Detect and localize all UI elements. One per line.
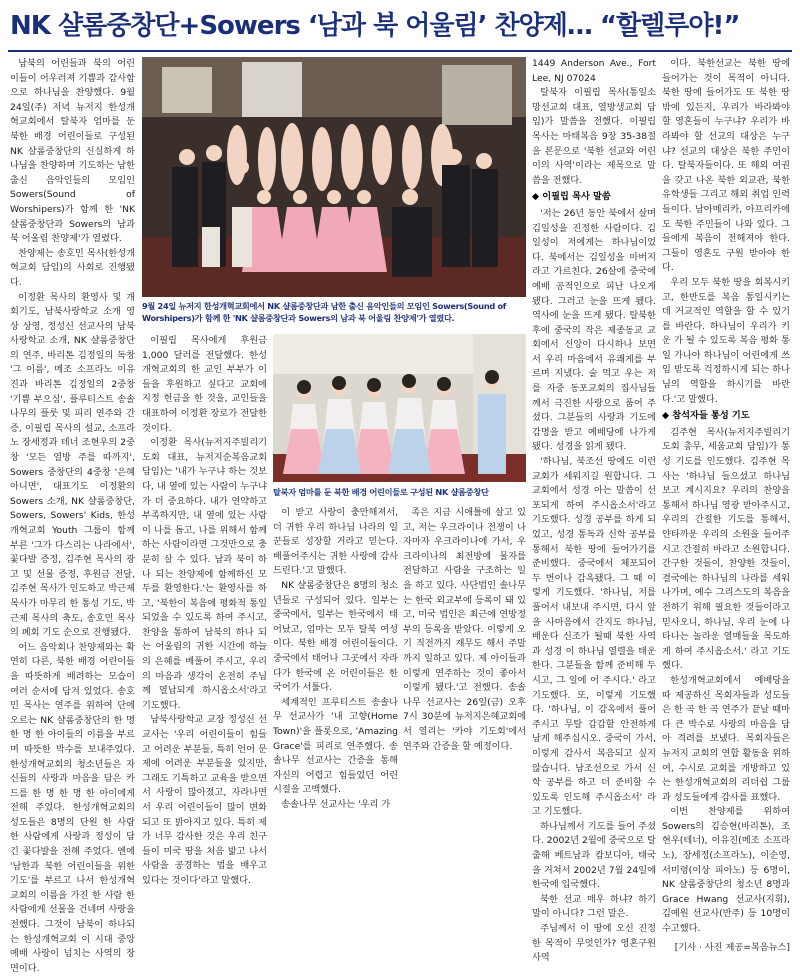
paragraph: 우리 모두 북한 땅을 회복시키고, 한반도를 복음 통일시키는 데 거교적인 역할을 할 수 있기를 바란다. 하나님이 우리가 키운 가 될 수 있도록 복음 평화 통일 가나아 하나님이 어린에게 쓰임 받도록 걱정하시게 되는 하나님의 역할을 하시기를 바란다.'고 말했다. <box>662 276 790 405</box>
paragraph: NK 샬롬중창단은 8명의 청소년들로 구성되어 있다. 일부는 중국에서, 일부는 한국에서 태어났고, 엄마는 모두 탈북 여성이다. 북한 배경 어린이들이다. 중국에서 태어나 그곳에서 자라다가 한국에 온 어린이들은 한국어가 서툴다. <box>273 579 398 694</box>
headline: NK 샬롬중창단+Sowers ‘남과 북 어울림’ 찬양제… “할렐루야!” <box>10 11 740 41</box>
column-6 <box>662 57 790 953</box>
paragraph: 이다. 북한선교는 북한 땅에 들어가는 것이 목적이 아니다. 북한 땅에 들어가도 또 북한 땅 밖에 있든지, 우리가 바라봐야 할 영혼들이 누구냐? 우리가 바라봐야 할 선교의 대상은 누구냐? 선교의 대상은 북한 주민이다. 탈북자들이다. 또 해외 여권을 갖고 나온 북한 외교관, 북한 유학생들 그리고 해외 취업 인력들이다. 남아메리카, 아프리카에도 북한 주민들이 나와 있다. 그들에게 복음이 전해져야 한다. 그들이 영혼도 구원 받아야 한다. <box>662 58 790 274</box>
paragraph: 남북사랑학교 교장 정성신 선교사는 '우리 어린이들이 힘들고 어려운 부분들, 특히 언어 문제에 어려운 부분들을 있지만, 그래도 기특하고 교육을 받으면서 사랑이 많아졌고, 자라나면서 우리 어린이들이 많이 변화되고 또 밝아지고 있다. 특히 제가 너무 감사한 것은 우리 친구들이 미국 땅을 처음 밟고 나서 사람을 공경하는 법을 배우고 있다는 것이다'라고 말했다. <box>142 714 267 886</box>
headline-rule <box>8 50 792 52</box>
paragraph: 이번 찬양제를 위하여 Sowers의 김승현(바리톤), 조현우(테너), 이유진(메조 소프라노), 장세정(소프라노), 이순영, 서미령(이상 피아노) 등 6명이, NK 샬롬중창단의 청소년 8명과 Grace Hwang 선교사(지휘), 김예원 선교사(반주) 등 10명이 수고했다. <box>662 806 790 935</box>
section-heading: ◆ 이필립 목사 말씀 <box>532 191 611 203</box>
section-heading: ◆ 참석자들 통성 기도 <box>662 410 750 422</box>
column-4 <box>403 506 526 773</box>
paragraph: 송솔나무 선교사는 '우리 가 <box>281 798 391 810</box>
column-5 <box>532 57 656 964</box>
paragraph: 이정환 목사의 환영사 및 개회기도, 남북사랑학교 소개 영상 상영, 정성신 선교사의 남북사랑학교 소개, NK 샬롬중창단의 연주, 바리톤 김정일의 독창 '그 이름', 메조 소프라노 이유진과 바리톤 김정일의 2중창 '기쁨 부으심', 플루티스트 송솔나무의 플룻 및 피리 연주와 간증, 이필립 목사의 설교, 소프라노 장세정과 테너 조현우의 2중창 '모든 열방 주를 따까지', Sowers 중창단의 4중창 '은혜 아니면', 대표기도 이정환의 Sowers 소개, NK 샬롬중창단, Sowers, Sowers' Kids, 한성개혁교회 Youth 그룹이 함께 부른 '그가 다스리는 나라에서', 꽃다발 증정, 김주현 목사의 광고 및 선물 증정, 후원금 전달, 김주현 목사가 인도하고 박근제 목사가 마무리 한 통성 기도, 박근제 목사의 축도, 송호민 목사의 폐회 기도 순으로 진행됐다. <box>10 291 135 639</box>
column-2 <box>142 334 267 886</box>
paragraph: 어느 음악회나 찬양제와는 확연히 다른, 북한 배경 어린이들을 따뜻하게 배려하는 모습이 여러 순서에 담겨 있었다. 송호민 목사는 연주를 위하여 단에 오르는 NK 샬롬중창단의 한 명 한 명 한 아이들의 이름을 부르며 따뜻한 박수를 보내주었다. 한성개혁교회의 청소년들은 자신들의 사랑과 마음을 담은 카드를 한 명 한 명 한 아이에게 전해 주었다. 한성개혁교회의 성도들은 8명의 단원 한 사람 한 사람에게 사랑과 정성이 담긴 꽃다발을 전해 주었다. 엔에 '남한과 북한 어린이들을 위한 기도'를 부르고 나서 한성개혁교회의 이름을 가진 한 사람 한 사람에게 선물을 건네며 사랑을 전했다. 그것이 남북이 하나되는 한성개혁교회 이 시대 중앙예배 사랑이 넘치는 사역의 장면이다. <box>10 641 135 974</box>
paragraph: 남북의 어린들과 북의 어린 이들이 어우러져 기쁨과 감사함으로 하나님을 찬양했다. 9월 24일(주) 저녁 뉴저지 한성개혁교회에서 탈북자 엄마를 둔 북한 배경 어린이들로 구성된 NK 샬롬중창단의 신실하게 하나님을 찬양하며 기도하는 남한 출신 음악인들의 모임인 Sowers(Sound of Worshipers)가 함께 한 'NK 샬롬중창단과 Sowers의 남과 북 어울림 찬양제'가 열렸다. <box>10 58 135 245</box>
paragraph: 이정환 목사(뉴저지주빌리기도회 대표, 뉴저지순복음교회 담임)는 '내가 누구냐 하는 것보다, 내 옆에 있는 사람이 누구냐가 더 중요하다. 내가 연약하고 부족하지만, 내 옆에 있는 사람이 나를 돕고, 나를 위해서 함께 하는 사람이라면 그것만으로 충분히 살 수 있다. 남과 북이 하나 되는 찬양제에 함께하신 모두를 환영한다.'는 환영사를 하고, '북한이 복음에 평화적 통일되었을 수 있도록 하여 주시고, 찬양을 통하여 남북의 하나 되는 어울림의 귀한 시간에 하늘의 은혜를 베풀어 주시고, 우리의 마음과 생각이 온전히 주님께 열납되게 하시옵소서'라고 기도했다. <box>142 437 267 711</box>
paragraph: 세계적인 프루티스트 송솔나무 선교사가 '내 고향(Home Town)'을 플롯으로, 'Amazing Grace'를 피리로 연주했다. 송솔나무 선교사는 간증을 통해 자신의 어렵고 힘들었던 어린 시절을 고백했다. <box>273 696 398 796</box>
photo-caption-1: 9월 24일 뉴저지 한성개혁교회에서 NK 샬롬중창단과 남한 출신 음악인들의 모임인 Sowers(Sound of Worshipers)가 함께 한 'NK 샬롬중창단과 Sowers의 남과 북 어울림 찬양제'가 열렸다. <box>142 301 507 323</box>
paragraph: 한성개혁교회에서 예배당을 따 제공하신 목회자들과 성도들은 한 곡 한 곡 연주가 끝날 때마다 큰 박수로 사랑의 마음을 담아 격려를 보냈다. 목회자들은 뉴저지 교회의 연합 활동을 위하여, 수시로 교회를 개방하고 있는 한성개혁교회의 리더쉽 그룹과 성도들에게 감사를 표했다. <box>662 674 790 803</box>
group-photo <box>142 57 526 297</box>
column-3 <box>273 506 398 810</box>
paragraph: 족은 지금 시애틀에 살고 있고, 저는 우크라이나 전쟁이 나자마자 우크라이나에 가서, 우크라이나의 최전방에 물자를 전달하고 사람을 구조하는 일을 하고 있다. 사단법인 솔나무는 한국 외교부에 등록이 돼 있고, 미국 법인은 최근에 연방정부의 등록을 받았다. 이렇게 오기 직전까지 재무도 해서 주말까지 일하고 있다. 제 아이들과 이렇게 연주하는 것이 좋아서 이렇게 됐다.'고 전했다. 송솔나무 선교사는 26일(금) 오후 7시 30분에 뉴저지은혜교회에서 열리는 '카야 기도회'에서 연주와 간증을 할 예정이다. <box>403 507 526 752</box>
paragraph: 찬양제는 송호민 목사(한성개혁교회 담임)의 사회로 진행됐다. <box>10 247 135 288</box>
paragraph: 탈북자 이필립 목사(통일소망선교회 대표, 열방생교회 담임)가 말씀을 전했다. 이필립 목사는 마태복음 9장 35-38절을 본문으로 '북한 선교와 어린이의 사역'이라는 제목으로 말씀을 전했다. <box>532 87 656 186</box>
choir-photo <box>273 334 526 482</box>
paragraph: 이 받고 사랑이 충만해져서, 더 귀한 우리 하나님 나라의 일꾼들로 성장할 거라고 믿는다. 배풀어주시는 귀한 사랑에 감사드린다.'고 말했다. <box>273 507 398 577</box>
paragraph: '저는 26년 동안 북에서 살며 김일성을 진정한 사람이다. 김일성이 저에게는 하나님이었다. 북에서는 김일성을 아버지라고 가르친다. 26살에 중국에 예배 공적인으로 피난 나오게 됐다. 그러고 눈을 뜨게 됐다. 역사에 눈을 뜨게 됐다. 탈북한 후에 중국의 작은 제종동교 교회에서 신앙이 다시하나 보면서 우리 마음에서 유쾌게를 부르며 지냈다. 술 먹고 우는 저를 자중 동포교회의 집사님들께서 극진한 사랑으로 품어 주셨다. 그분들의 사랑과 기도에 감명을 받고 예배당에 나가게 됐다. 성경을 읽게 됐다. <box>532 207 656 453</box>
paragraph: 김주현 목사(뉴저지주빌리기도회 총무, 세움교회 담임)가 통성 기도를 인도했다. 김주현 목사는 '하나님 들으셨고 하나님 보고 계시지요? 우리의 찬양을 통해서 하나님 영광 받아주시고, 우리의 간절한 기도를 통해서, 얀타까운 우리의 소원을 들어주시고 간절히 바라고 소원합니다. 간구한 것들이, 찬양한 것들이, 결국에는 하나님의 나라를 세워나가며, 예수 그리스도의 복음을 전하기 위해 필요한 것들이라고 믿사오니, 하나님, 우리 눈에 나타나는 놀라운 열매들을 목도하게 하여 주시옵소서.' 라고 기도했다. <box>662 426 790 672</box>
paragraph: 하나님께서 기도를 들어 주셨다. 2002년 2월에 중국으로 탈출해 베트남과 캄보디아, 태국을 거쳐서 2002년 7월 24일에 한국에 입국했다. <box>532 820 656 891</box>
paragraph: '하나님, 북조선 땅에도 이런 교회가 세워지길 원합니다. 그 교회에서 성경 아는 말씀이 선포되게 하여 주시옵소서'라고 기도했다. 성경 공부를 하게 되었고, 성경 통독과 신학 공부를 통해서 북한 땅에 들어가기를 준비했다. 중국에서 체포되어 두 번이나 감옥됐다. 그 때 이렇게 기도했다. '하나님, 저를 풀어서 내보내 주시면, 다시 앞을 사마음에서 간지도 하나님, 배운다 신조가 될때 북한 사역과 성경 이 하나님 열렬을 태운 한다. 그분들을 함께 준비해 두시고, 그 일에 어 주시다.' 라고 기도했다. 또, 이렇게 기도했다. '하나님, 이 감옥에서 풀어주시고 무탈 갑갑할 안전하게 남게 해주십시오. 중국이 가서, 이렇게 감사서 복음되고 싶지 않습니다. 남조선으로 가서 신학 공부를 하고 더 준비할 수 있도록 인도해 주시옵소서' 라고 기도했다. <box>532 456 656 818</box>
paragraph: 북한 선교 매우 하냐? 하기 말이 아니다? 그런 말은. <box>532 893 656 920</box>
paragraph: 주님께서 이 땅에 오신 진정한 목적이 무엇인가? 영혼구원 사역 <box>532 923 656 964</box>
column-1 <box>10 57 135 974</box>
photo-caption-2: 탈북자 엄마를 둔 북한 배경 어린이들로 구성된 NK 샬롬중창단 <box>273 487 489 497</box>
credit-line: [기사 · 사진 제공=복음뉴스] <box>674 941 790 953</box>
address: 1449 Anderson Ave., Fort Lee, NJ 07024 <box>532 58 656 84</box>
paragraph: 이필립 목사에게 후원금 1,000 달러를 전달했다. 한성개혁교회의 한 교인 부부가 이들을 후원하고 싶다고 교회에 지정 헌금을 한 것을, 교인들을 대표하여 이정환 장로가 전달한 것이다. <box>142 335 267 434</box>
